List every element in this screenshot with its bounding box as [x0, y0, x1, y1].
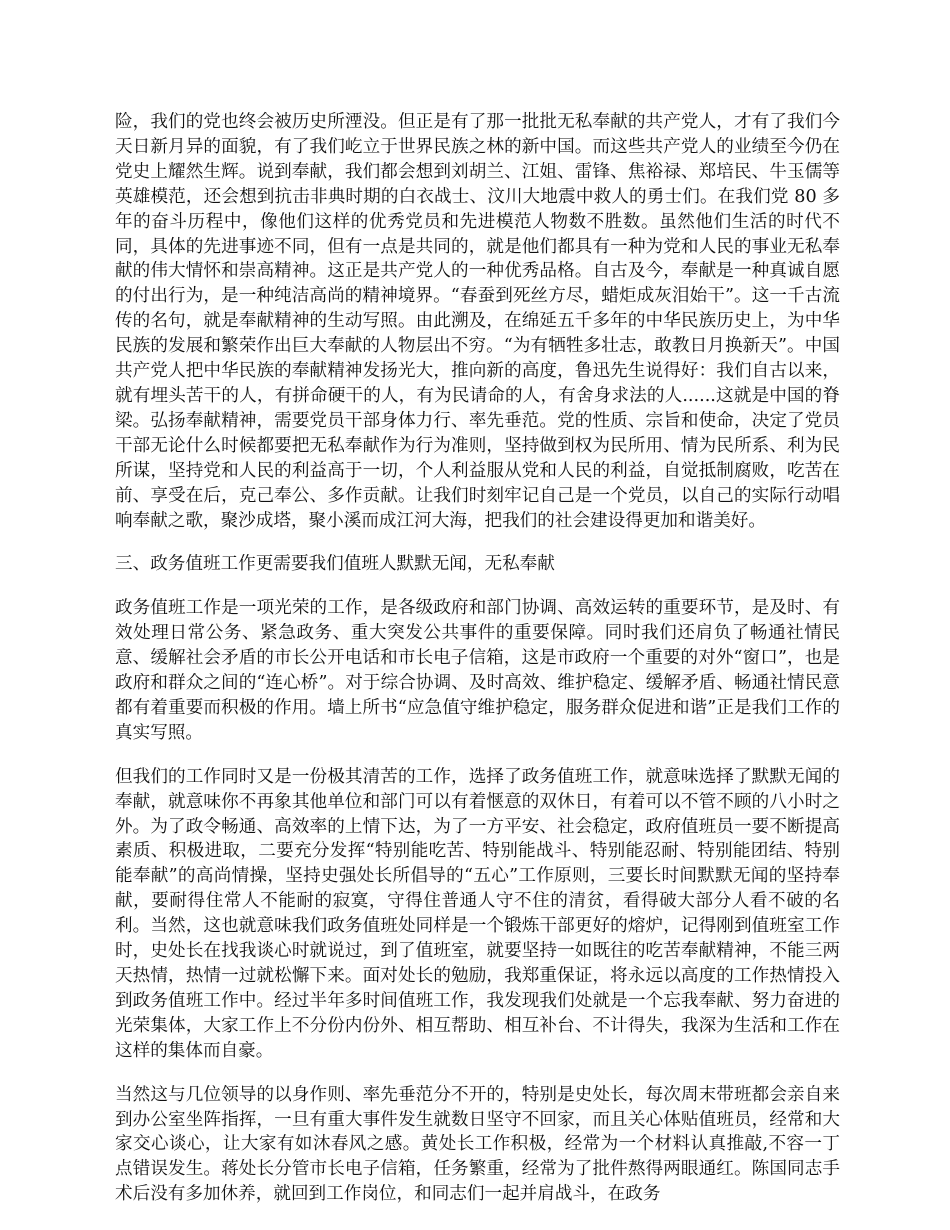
body-paragraph-4: 当然这与几位领导的以身作则、率先垂范分不开的，特别是史处长，每次周末带班都会亲自来到办公室坐阵指挥，一旦有重大事件发生就数日坚守不回家，而且关心体贴值班员，经常和大家交心谈心，让大家有如沐春风之感。黄处长工作积极，经常为一个材料认真推敲,不容一丁点错误发生。蒋处长分管市长电子信箱，任务繁重，经常为了批件熬得两眼通红。陈国同志手术后没有多加休养，就回到工作岗位，和同志们一起并肩战斗，在政务: [115, 1084, 840, 1205]
body-paragraph-2: 政务值班工作是一项光荣的工作，是各级政府和部门协调、高效运转的重要环节，是及时、有效处理日常公务、紧急政务、重大突发公共事件的重要保障。同时我们还肩负了畅通社情民意、缓解社会矛盾的市长公开电话和市长电子信箱，这是市政府一个重要的对外“窗口”，也是政府和群众之间的“连心桥”。对于综合协调、及时高效、维护稳定、缓解矛盾、畅通社情民意都有着重要而积极的作用。墙上所书“应急值守维护稳定，服务群众促进和谐”正是我们工作的真实写照。: [115, 598, 840, 743]
body-paragraph-1: 险，我们的党也终会被历史所湮没。但正是有了那一批批无私奉献的共产党人，才有了我们今天日新月异的面貌，有了我们屹立于世界民族之林的新中国。而这些共产党人的业绩至今仍在党史上耀然生辉。说到奉献，我们都会想到刘胡兰、江姐、雷锋、焦裕禄、郑培民、牛玉儒等英雄模范，还会想到抗击非典时期的白衣战士、汶川大地震中救人的勇士们。在我们党 80 多年的奋斗历程中，像他们这样的优秀党员和先进模范人物数不胜数。虽然他们生活的时代不同，具体的先进事迹不同，但有一点是共同的，就是他们都具有一种为党和人民的事业无私奉献的伟大情怀和崇高精神。这正是共产党人的一种优秀品格。自古及今，奉献是一种真诚自愿的付出行为，是一种纯洁高尚的精神境界。“春蚕到死丝方尽，蜡炬成灰泪始干”。这一千古流传的名句，就是奉献精神的生动写照。由此溯及，在绵延五千多年的中华民族历史上，为中华民族的发展和繁荣作出巨大奉献的人物层出不穷。“为有牺牲多壮志，敢教日月换新天”。中国共产党人把中华民族的奉献精神发扬光大，推向新的高度，鲁迅先生说得好：我们自古以来，就有埋头苦干的人，有拼命硬干的人，有为民请命的人，有舍身求法的人......这就是中国的脊梁。弘扬奉献精神，需要党员干部身体力行、率先垂范。党的性质、宗旨和使命，决定了党员干部无论什么时候都要把无私奉献作为行为准则，坚持做到权为民所用、情为民所系、利为民所谋，坚持党和人民的利益高于一切，个人利益服从党和人民的利益，自觉抵制腐败，吃苦在前、享受在后，克己奉公、多作贡献。让我们时刻牢记自己是一个党员，以自己的实际行动唱响奉献之歌，聚沙成塔，聚小溪而成江河大海，把我们的社会建设得更加和谐美好。: [115, 112, 840, 531]
body-paragraph-3: 但我们的工作同时又是一份极其清苦的工作，选择了政务值班工作，就意味选择了默默无闻的奉献，就意味你不再象其他单位和部门可以有着惬意的双休日，有着可以不管不顾的八小时之外。为了政令畅通、高效率的上情下达，为了一方平安、社会稳定，政府值班员一要不断提高素质、积极进取，二要充分发挥“特别能吃苦、特别能战斗、特别能忍耐、特别能团结、特别能奉献”的高尚情操，坚持史强处长所倡导的“五心”工作原则，三要长时间默默无闻的坚持奉献，要耐得住常人不能耐的寂寞，守得住普通人守不住的清贫，看得破大部分人看不破的名利。当然，这也就意味我们政务值班处同样是一个锻炼干部更好的熔炉，记得刚到值班室工作时，史处长在找我谈心时就说过，到了值班室，就要坚持一如既往的吃苦奉献精神，不能三两天热情，热情一过就松懈下来。面对处长的勉励，我郑重保证，将永远以高度的工作热情投入到政务值班工作中。经过半年多时间值班工作，我发现我们处就是一个忘我奉献、努力奋进的光荣集体，大家工作上不分份内份外、相互帮助、相互补台、不计得失，我深为生活和工作在这样的集体而自豪。: [115, 766, 840, 1061]
document-page: [115, 110, 840, 1226]
section-heading: 三、政务值班工作更需要我们值班人默默无闻，无私奉献: [115, 554, 555, 575]
